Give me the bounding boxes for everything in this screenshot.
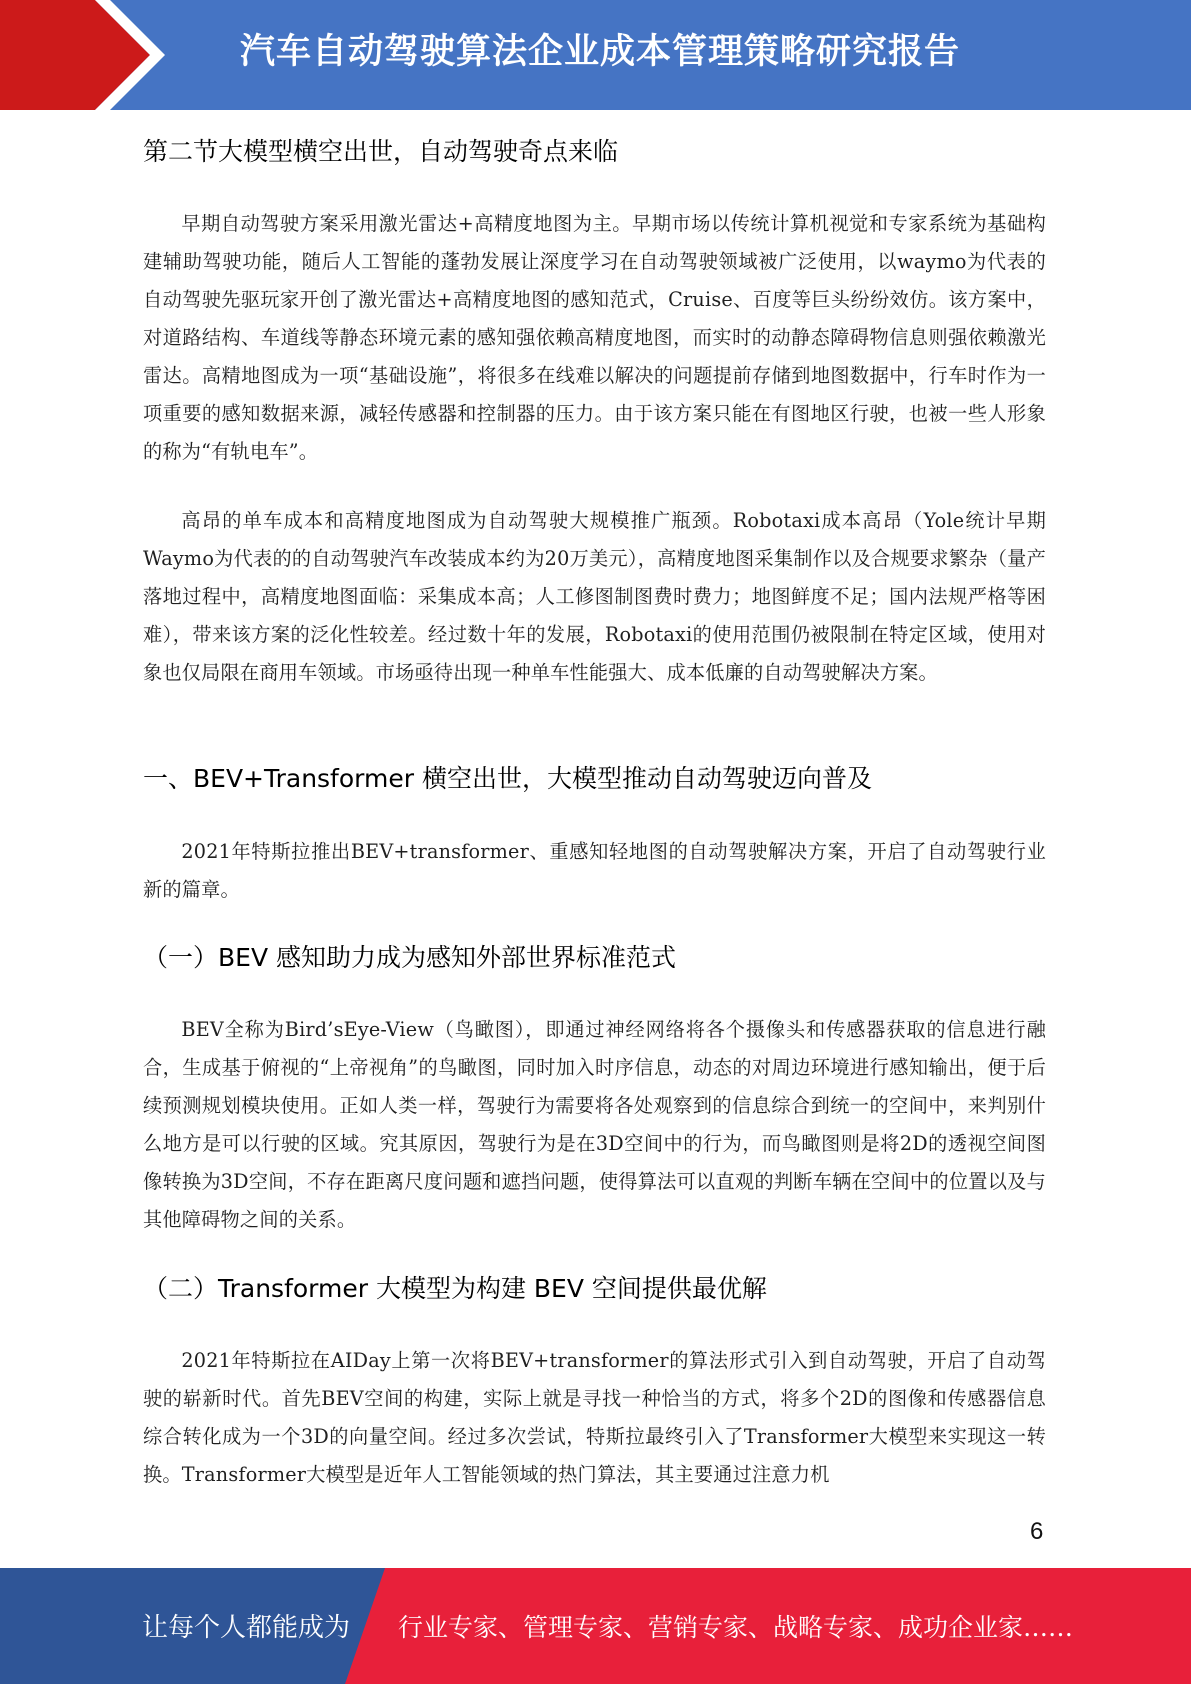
paragraph-1: 早期自动驾驶方案采用激光雷达+高精度地图为主。早期市场以传统计算机视觉和专家系统为基础构建辅助驾驶功能，随后人工智能的蓬勃发展让深度学习在自动驾驶领域被广泛使用，以waymo为代表的自动驾驶先驱玩家开创了激光雷达+高精度地图的感知范式，Cruise、百度等巨头纷纷效仿。该方案中，对道路结构、车道线等静态环境元素的感知强依赖高精度地图，而实时的动静态障碍物信息则强依赖激光雷达。高精地图成为一项“基础设施”，将很多在线难以解决的问题提前存储到地图数据中，行车时作为一项重要的感知数据来源，减轻传感器和控制器的压力。由于该方案只能在有图地区行驶，也被一些人形象的称为“有轨电车”。 — [143, 212, 1046, 463]
subsection-title-1b: （二）Transformer 大模型为构建 BEV 空间提供最优解 — [143, 1274, 767, 1303]
subsection-title-1a: （一）BEV 感知助力成为感知外部世界标准范式 — [143, 943, 676, 972]
footer-slogan-right: 行业专家、管理专家、营销专家、战略专家、成功企业家…… — [398, 1613, 1074, 1642]
report-title: 汽车自动驾驶算法企业成本管理策略研究报告 — [240, 32, 961, 72]
subsection-title-1: 一、BEV+Transformer 横空出世，大模型推动自动驾驶迈向普及 — [143, 764, 872, 793]
footer-banner — [0, 1568, 1191, 1684]
paragraph-5: 2021年特斯拉在AIDay上第一次将BEV+transformer的算法形式引入到自动驾驶，开启了自动驾驶的崭新时代。首先BEV空间的构建，实际上就是寻找一种恰当的方式，将多个2D的图像和传感器信息综合转化成为一个3D的向量空间。经过多次尝试，特斯拉最终引入了Transformer大模型来实现这一转换。Transformer大模型是近年人工智能领域的热门算法，其主要通过注意力机 — [143, 1349, 1046, 1486]
header-banner — [0, 0, 1191, 110]
footer-slogan-left: 让每个人都能成为 — [142, 1613, 351, 1643]
page-number: 6 — [1030, 1518, 1044, 1545]
paragraph-3: 2021年特斯拉推出BEV+transformer、重感知轻地图的自动驾驶解决方案，开启了自动驾驶行业新的篇章。 — [143, 840, 1046, 901]
paragraph-2: 高昂的单车成本和高精度地图成为自动驾驶大规模推广瓶颈。Robotaxi成本高昂（Yole统计早期Waymo为代表的的自动驾驶汽车改装成本约为20万美元），高精度地图采集制作以及合规要求繁杂（量产落地过程中，高精度地图面临：采集成本高；人工修图制图费时费力；地图鲜度不足；国内法规严格等困难），带来该方案的泛化性较差。经过数十年的发展，Robotaxi的使用范围仍被限制在特定区域，使用对象也仅局限在商用车领域。市场亟待出现一种单车性能强大、成本低廉的自动驾驶解决方案。 — [143, 509, 1046, 684]
section-title: 第二节大模型横空出世，自动驾驶奇点来临 — [143, 137, 619, 166]
paragraph-4: BEV全称为Bird’sEye-View（鸟瞰图），即通过神经网络将各个摄像头和传感器获取的信息进行融合，生成基于俯视的“上帝视角”的鸟瞰图，同时加入时序信息，动态的对周边环境进行感知输出，便于后续预测规划模块使用。正如人类一样，驾驶行为需要将各处观察到的信息综合到统一的空间中，来判别什么地方是可以行驶的区域。究其原因，驾驶行为是在3D空间中的行为，而鸟瞰图则是将2D的透视空间图像转换为3D空间，不存在距离尺度问题和遮挡问题，使得算法可以直观的判断车辆在空间中的位置以及与其他障碍物之间的关系。 — [143, 1018, 1046, 1231]
